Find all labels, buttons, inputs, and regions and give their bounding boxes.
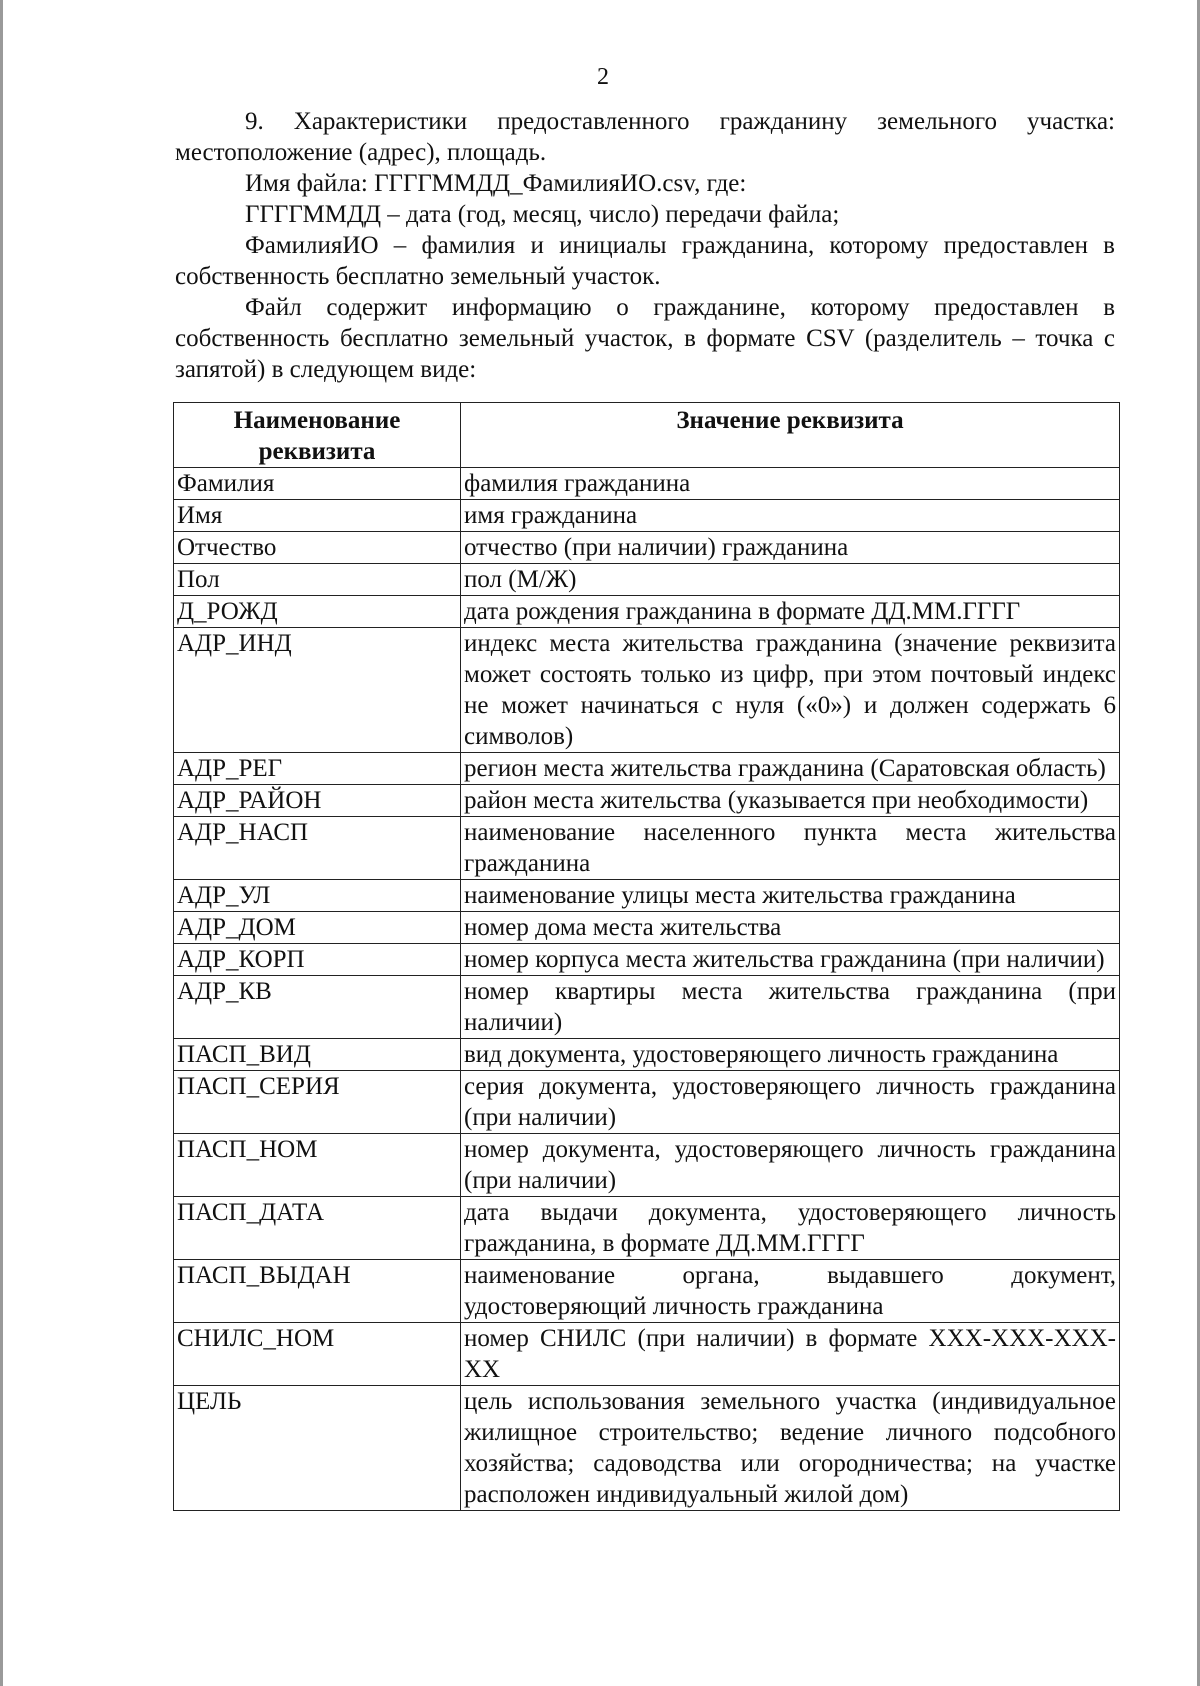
requisite-value-cell: наименование улицы места жительства гражданина xyxy=(461,880,1120,912)
table-row xyxy=(174,468,1120,500)
requisite-value-cell: регион места жительства гражданина (Саратовская область) xyxy=(461,753,1120,785)
table-row xyxy=(174,500,1120,532)
requisite-value-cell: серия документа, удостоверяющего личность гражданина (при наличии) xyxy=(461,1071,1120,1134)
page-number: 2 xyxy=(597,64,609,90)
table-row xyxy=(174,880,1120,912)
requisite-name-cell: АДР_РАЙОН xyxy=(174,785,461,817)
paragraph: ГГГГММДД – дата (год, месяц, число) передачи файла; xyxy=(245,201,840,228)
requisite-name-cell: АДР_НАСП xyxy=(174,817,461,880)
table-row xyxy=(174,596,1120,628)
table-row xyxy=(174,1071,1120,1134)
table-header-row xyxy=(174,403,1120,468)
requisite-name-cell: АДР_РЕГ xyxy=(174,753,461,785)
requisite-name-cell: Имя xyxy=(174,500,461,532)
requisite-name-cell: АДР_КВ xyxy=(174,976,461,1039)
requisite-name-cell: ЦЕЛЬ xyxy=(174,1386,461,1511)
requisite-value-cell: дата выдачи документа, удостоверяющего личность гражданина, в формате ДД.ММ.ГГГГ xyxy=(461,1197,1120,1260)
requisite-value-cell: номер дома места жительства xyxy=(461,912,1120,944)
requisite-value-cell: имя гражданина xyxy=(461,500,1120,532)
requisite-value-cell: номер документа, удостоверяющего личность гражданина (при наличии) xyxy=(461,1134,1120,1197)
requisite-name-cell: ПАСП_ВЫДАН xyxy=(174,1260,461,1323)
table-row xyxy=(174,628,1120,753)
table-row xyxy=(174,976,1120,1039)
table-row xyxy=(174,912,1120,944)
requisite-value-cell: фамилия гражданина xyxy=(461,468,1120,500)
requisite-name-cell: АДР_УЛ xyxy=(174,880,461,912)
table-body xyxy=(174,468,1120,1511)
paragraph: 9. Характеристики предоставленного гражданину земельного участка: местоположение (адрес), площадь. xyxy=(175,108,1115,166)
table-row xyxy=(174,532,1120,564)
table-row xyxy=(174,1386,1120,1511)
table-row xyxy=(174,1039,1120,1071)
requisite-value-cell: дата рождения гражданина в формате ДД.ММ.ГГГГ xyxy=(461,596,1120,628)
table-row xyxy=(174,817,1120,880)
requisite-value-cell: индекс места жительства гражданина (значение реквизита может состоять только из цифр, при этом почтовый индекс не может начинаться с нуля («0») и должен содержать 6 символов) xyxy=(461,628,1120,753)
requisite-name-cell: АДР_КОРП xyxy=(174,944,461,976)
requisites-table xyxy=(173,402,1120,1511)
requisite-name-cell: ПАСП_ВИД xyxy=(174,1039,461,1071)
requisite-name-cell: Отчество xyxy=(174,532,461,564)
requisite-value-cell: номер корпуса места жительства гражданина (при наличии) xyxy=(461,944,1120,976)
requisite-name-cell: Пол xyxy=(174,564,461,596)
table-row xyxy=(174,944,1120,976)
paragraph: Имя файла: ГГГГММДД_ФамилияИО.csv, где: xyxy=(245,170,747,197)
requisite-name-cell: Фамилия xyxy=(174,468,461,500)
requisite-value-cell: наименование органа, выдавшего документ, удостоверяющий личность гражданина xyxy=(461,1260,1120,1323)
requisite-value-cell: цель использования земельного участка (индивидуальное жилищное строительство; ведение личного подсобного хозяйства; садоводства или огородничества; на участке расположен индивидуальный жилой дом) xyxy=(461,1386,1120,1511)
requisite-value-cell: отчество (при наличии) гражданина xyxy=(461,532,1120,564)
table-row xyxy=(174,1197,1120,1260)
table-row xyxy=(174,1134,1120,1197)
body-text xyxy=(175,106,1115,385)
table-row xyxy=(174,785,1120,817)
requisite-name-cell: АДР_ДОМ xyxy=(174,912,461,944)
header-requisite-name: Наименование реквизита xyxy=(174,403,461,468)
paragraph: Файл содержит информацию о гражданине, которому предоставлен в собственность бесплатно земельный участок, в формате CSV (разделитель – точка с запятой) в следующем виде: xyxy=(175,294,1115,383)
header-requisite-value: Значение реквизита xyxy=(461,403,1120,468)
requisite-name-cell: ПАСП_ДАТА xyxy=(174,1197,461,1260)
table-row xyxy=(174,564,1120,596)
paragraph: ФамилияИО – фамилия и инициалы гражданина, которому предоставлен в собственность бесплатно земельный участок. xyxy=(175,232,1115,290)
requisite-value-cell: наименование населенного пункта места жительства гражданина xyxy=(461,817,1120,880)
requisite-value-cell: вид документа, удостоверяющего личность гражданина xyxy=(461,1039,1120,1071)
requisite-value-cell: номер СНИЛС (при наличии) в формате ХХХ-ХХХ-ХХХ-ХХ xyxy=(461,1323,1120,1386)
requisite-value-cell: номер квартиры места жительства гражданина (при наличии) xyxy=(461,976,1120,1039)
requisite-value-cell: пол (М/Ж) xyxy=(461,564,1120,596)
requisite-name-cell: АДР_ИНД xyxy=(174,628,461,753)
requisite-name-cell: Д_РОЖД xyxy=(174,596,461,628)
requisite-value-cell: район места жительства (указывается при необходимости) xyxy=(461,785,1120,817)
table-row xyxy=(174,1323,1120,1386)
table-row xyxy=(174,753,1120,785)
requisite-name-cell: ПАСП_СЕРИЯ xyxy=(174,1071,461,1134)
table-row xyxy=(174,1260,1120,1323)
requisite-name-cell: СНИЛС_НОМ xyxy=(174,1323,461,1386)
requisite-name-cell: ПАСП_НОМ xyxy=(174,1134,461,1197)
